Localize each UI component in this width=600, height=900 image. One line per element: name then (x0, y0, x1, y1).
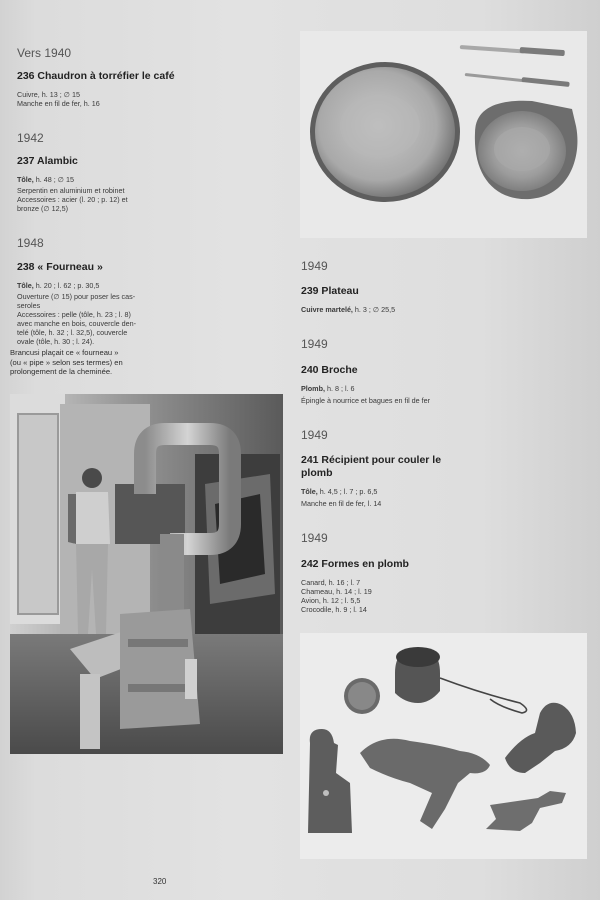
entry-material (17, 175, 74, 184)
entry-title-238: 238 « Fourneau » (17, 261, 103, 273)
material-dimensions: h. 8 ; l. 6 (324, 384, 355, 393)
entry-material (301, 487, 377, 496)
year-label: 1949 (301, 337, 328, 351)
year-label: 1949 (301, 259, 328, 273)
entry-title-237: 237 Alambic (17, 155, 78, 167)
material-label: Tôle, (17, 175, 34, 184)
lead-forms-illustration (300, 633, 587, 859)
photo-studio-fourneau (10, 394, 283, 754)
year-label: 1949 (301, 428, 328, 442)
material-dimensions: h. 20 ; l. 62 ; p. 30,5 (33, 281, 100, 290)
material-label: Plomb, (301, 384, 325, 393)
entry-detail: Ouverture (∅ 15) pour poser les cas- (17, 292, 136, 301)
entry-title-236: 236 Chaudron à torréfier le café (17, 70, 175, 82)
material-label: Cuivre martelé, (301, 305, 353, 314)
year-label: 1949 (301, 531, 328, 545)
material-dimensions: h. 4,5 ; l. 7 ; p. 6,5 (317, 487, 378, 496)
photo-lead-forms (300, 633, 587, 859)
entry-detail: bronze (∅ 12,5) (17, 204, 69, 213)
entry-detail: ovale (tôle, h. 30 ; l. 24). (17, 337, 95, 346)
entry-note: prolongement de la cheminée. (10, 367, 113, 376)
entry-detail: Épingle à nourrice et bagues en fil de fer (301, 396, 431, 405)
entry-title-240: 240 Broche (301, 364, 358, 376)
entry-title-241-cont: plomb (301, 467, 333, 479)
page-number: 320 (153, 877, 167, 886)
studio-illustration (10, 394, 283, 754)
material-label: Tôle, (301, 487, 318, 496)
material-dimensions: h. 3 ; ∅ 25,5 (352, 305, 396, 314)
entry-detail: Chameau, h. 14 ; l. 19 (301, 587, 372, 596)
entry-detail: Crocodile, h. 9 ; l. 14 (301, 605, 367, 614)
entry-detail: Accessoires : acier (l. 20 ; p. 12) et (17, 195, 128, 204)
photo-copper-objects (300, 31, 587, 238)
year-label: 1948 (17, 236, 44, 250)
copper-objects-illustration (300, 31, 587, 238)
entry-detail: Manche en fil de fer, h. 16 (17, 99, 100, 108)
entry-material (301, 384, 355, 393)
entry-detail: Serpentin en aluminium et robinet (17, 186, 125, 195)
entry-detail: Accessoires : pelle (tôle, h. 23 ; l. 8) (17, 310, 131, 319)
entry-detail: Manche en fil de fer, l. 14 (301, 499, 382, 508)
entry-material (301, 305, 395, 314)
material-label: Tôle, (17, 281, 34, 290)
entry-title-241: 241 Récipient pour couler le (301, 454, 442, 466)
entry-material (17, 281, 99, 290)
entry-detail: avec manche en bois, couvercle den- (17, 319, 137, 328)
entry-note: (ou « pipe » selon ses termes) en (10, 357, 123, 367)
entry-detail: Cuivre, h. 13 ; ∅ 15 (17, 90, 80, 99)
year-label: Vers 1940 (17, 46, 72, 60)
entry-detail: seroles (17, 301, 41, 310)
year-label: 1942 (17, 131, 44, 145)
entry-title-242: 242 Formes en plomb (301, 558, 409, 570)
entry-detail: Canard, h. 16 ; l. 7 (301, 578, 361, 587)
entry-detail: Avion, h. 12 ; l. 5,5 (301, 596, 361, 605)
material-dimensions: h. 48 ; ∅ 15 (33, 175, 75, 184)
entry-detail: telé (tôle, h. 32 ; l. 32,5), couvercle (17, 328, 128, 337)
entry-note: Brancusi plaçait ce « fourneau » (10, 348, 119, 357)
entry-title-239: 239 Plateau (301, 285, 359, 297)
